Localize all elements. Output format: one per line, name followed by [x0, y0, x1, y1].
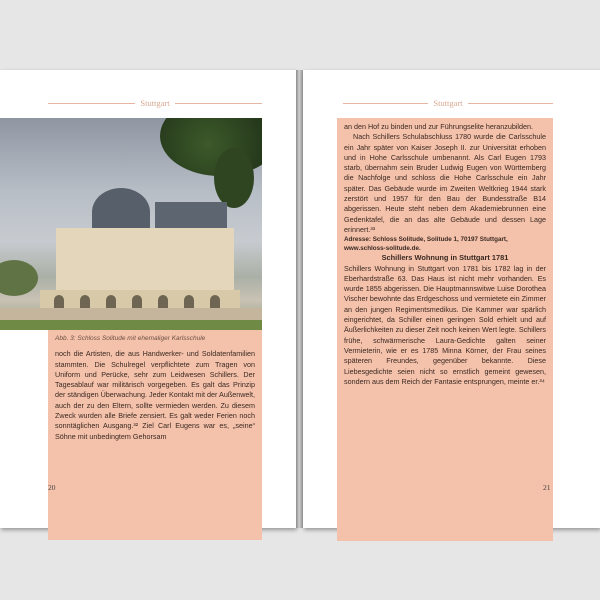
- text-box: [48, 330, 262, 540]
- lawn: [0, 320, 262, 330]
- bush: [0, 260, 38, 296]
- left-page: [0, 70, 296, 528]
- page-number: 20: [48, 483, 56, 492]
- body-paragraph: Schillers Wohnung in Stuttgart von 1781 bis 1782 lag in der Eberhardstraße 63. Das Haus ist nicht mehr vorhanden. Es wurde 1855 abgerissen. Die Hauptmannswitwe Luise Dorothea Vischer bewohnte das Erdgeschoss und vermietete ein Zimmer an den jungen Regimentsmedikus. Die Kammer war spärlich eingerichtet, da Schiller einen geringen Sold erhielt und auf Äußerlichkeiten zu dieser Zeit noch keinen Wert legte. Schillers frühe, schwärmerische Laura-Gedichte galten seiner Vermieterin, wie er es 1785 Minna Körner, der Frau seines späteren Freundes, gegenüber bekannte. Diese Liebesgedichte seien nicht so ernstlich gemeint gewesen, sondern aus dem Reich der Fantasie entsprungen, meinte er.³⁴: [344, 263, 546, 386]
- book-spine: [296, 70, 303, 528]
- running-header: [48, 98, 262, 108]
- header-title: Stuttgart: [140, 98, 170, 108]
- section-heading: Schillers Wohnung in Stuttgart 1781: [381, 253, 509, 263]
- tree-foliage: [214, 148, 254, 208]
- photo-caption: Abb. 3: Schloss Solitude mit ehemaliger Karlsschule: [55, 335, 206, 342]
- header-rule: [468, 103, 553, 104]
- palace-arcade: [40, 290, 240, 308]
- running-header: [343, 98, 553, 108]
- header-rule: [48, 103, 135, 104]
- header-rule: [343, 103, 428, 104]
- text-box: [337, 118, 553, 541]
- right-page: [303, 70, 600, 528]
- header-rule: [175, 103, 262, 104]
- body-paragraph: Nach Schillers Schulabschluss 1780 wurde die Carlsschule ein Jahr später von Kaiser Joseph II. zur Universität erhoben und in Hohe Carlsschule umbenannt. Als Carl Eugen 1793 starb, übernahm sein Bruder Ludwig Eugen von Württemberg die Nachfolge und schloss die Hohe Carlsschule ein Jahr später. Das Gebäude wurde im Zweiten Weltkrieg 1944 stark zerstört und 1957 für den Bau der Bundesstraße B14 abgerissen. Heute steht neben dem Akademiebrunnen eine Gedenktafel, die an das alte Gebäude und dessen Lage erinnert.³³: [344, 132, 546, 234]
- palace-photo: [0, 118, 262, 330]
- header-title: Stuttgart: [433, 98, 463, 108]
- body-paragraph: an den Hof zu binden und zur Führungselite heranzubilden.: [344, 122, 534, 131]
- body-text: noch die Artisten, die aus Handwerker- und Soldatenfamilien stammten. Die Schulregel verpflichtete zum Tragen von Uniform und Perücke, sehr zum Leidwesen Schillers. Der Tagesablauf war militärisch vorgegeben. Es galt das Prinzip der ständigen Überwachung. Jeder Kontakt mit der Außenwelt, auch der zu den Eltern, sollte vermieden werden. Zu diesem Zweck wurden alle Briefe zensiert. Es galt weder Ferien noch sonntäglichen Ausgang.³² Ziel Carl Eugens war es, „seine“ Söhne mit unbedingtem Gehorsam: [55, 349, 255, 441]
- address-note: Adresse: Schloss Solitude, Solitude 1, 70197 Stuttgart, www.schloss-solitude.de.: [344, 236, 508, 253]
- page-number: 21: [543, 483, 551, 492]
- gravel-path: [0, 308, 262, 320]
- palace-facade: [56, 228, 234, 292]
